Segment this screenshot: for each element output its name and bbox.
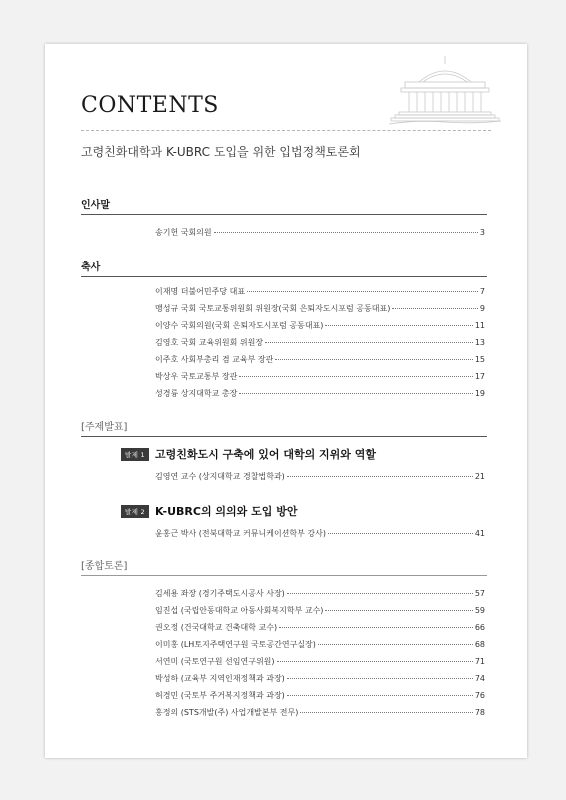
- toc-entry-page: 3: [479, 228, 485, 237]
- toc-entry-text: 성경륭 상지대학교 총장: [155, 389, 238, 398]
- toc-entry[interactable]: [155, 622, 485, 634]
- presentation-title: 고령친화도시 구축에 있어 대학의 지위와 역할: [154, 448, 377, 461]
- toc-entry-page: 68: [474, 640, 485, 649]
- toc-entry[interactable]: [155, 605, 485, 617]
- toc-entry[interactable]: [155, 588, 485, 600]
- toc-entry[interactable]: [155, 690, 485, 702]
- toc-entry[interactable]: [155, 639, 485, 651]
- toc-entry-page: 11: [474, 321, 485, 330]
- presentation-badge: 발제 1: [121, 448, 149, 461]
- toc-entry-page: 66: [474, 623, 485, 632]
- leader-dots: [318, 644, 473, 645]
- leader-dots: [392, 308, 478, 309]
- toc-entry[interactable]: [155, 303, 485, 315]
- title-divider: [81, 130, 491, 131]
- toc-entry-text: 박상우 국토교통부 장관: [155, 372, 238, 381]
- leader-dots: [325, 610, 472, 611]
- toc-entry[interactable]: [155, 371, 485, 383]
- toc-entry[interactable]: [155, 354, 485, 366]
- toc-entry-page: 57: [474, 589, 485, 598]
- document-page: [45, 44, 527, 758]
- leader-dots: [247, 291, 478, 292]
- toc-entry-text: 윤홍근 박사 (전북대학교 커뮤니케이션학부 강사): [155, 529, 326, 538]
- toc-entry-page: 9: [479, 304, 485, 313]
- leader-dots: [300, 712, 472, 713]
- leader-dots: [279, 627, 473, 628]
- toc-entry-page: 74: [474, 674, 485, 683]
- toc-entry-page: 78: [474, 708, 485, 717]
- leader-dots: [287, 593, 473, 594]
- toc-entry-page: 41: [474, 529, 485, 538]
- leader-dots: [239, 376, 472, 377]
- toc-entry[interactable]: [155, 227, 485, 239]
- leader-dots: [287, 695, 473, 696]
- presentation-topic-1: [121, 446, 487, 462]
- section-heading-discussion: [종합토론]: [81, 557, 487, 576]
- page-title: CONTENTS: [81, 93, 219, 118]
- toc-entry-text: 이미홍 (LH토지주택연구원 국토공간연구실장): [155, 640, 316, 649]
- toc-entry[interactable]: [155, 388, 485, 400]
- toc-entry-text: 김영연 교수 (상지대학교 경찰법학과): [155, 472, 285, 481]
- section-heading-greeting: 인사말: [81, 196, 487, 215]
- toc-entry[interactable]: [155, 337, 485, 349]
- leader-dots: [214, 232, 478, 233]
- leader-dots: [287, 678, 473, 679]
- leader-dots: [328, 533, 473, 534]
- toc-entry-page: 71: [474, 657, 485, 666]
- toc-entry[interactable]: [155, 528, 485, 540]
- leader-dots: [265, 342, 473, 343]
- toc-entry-text: 이주호 사회부총리 겸 교육부 장관: [155, 355, 274, 364]
- toc-entry[interactable]: [155, 286, 485, 298]
- presentation-badge: 발제 2: [121, 505, 149, 518]
- toc-entry-text: 이재명 더불어민주당 대표: [155, 287, 246, 296]
- toc-entry-text: 임진섭 (국립안동대학교 아동사회복지학부 교수): [155, 606, 324, 615]
- leader-dots: [275, 359, 472, 360]
- toc-entry-page: 7: [479, 287, 485, 296]
- toc-entry-page: 17: [474, 372, 485, 381]
- national-assembly-building-illustration: [385, 48, 505, 128]
- presentation-topic-2: [121, 503, 487, 519]
- toc-entry[interactable]: [155, 471, 485, 483]
- toc-entry-text: 맹성규 국회 국토교통위원회 위원장(국회 은퇴자도시포럼 공동대표): [155, 304, 391, 313]
- toc-entry-text: 허경민 (국토부 주거복지정책과 과장): [155, 691, 285, 700]
- toc-entry[interactable]: [155, 707, 485, 719]
- toc-entry-text: 홍정의 (STS개발(주) 사업개발본부 전무): [155, 708, 299, 717]
- document-subtitle: 고령친화대학과 K-UBRC 도입을 위한 입법정책토론회: [81, 145, 361, 159]
- section-heading-presentations: [주제발표]: [81, 418, 487, 437]
- toc-entry-page: 19: [474, 389, 485, 398]
- toc-entry-text: 김세용 좌장 (경기주택도시공사 사장): [155, 589, 285, 598]
- toc-entry-page: 76: [474, 691, 485, 700]
- toc-entry-page: 21: [474, 472, 485, 481]
- presentation-title: K-UBRC의 의의와 도입 방안: [154, 505, 298, 518]
- toc-entry-text: 권오정 (건국대학교 건축대학 교수): [155, 623, 278, 632]
- leader-dots: [325, 325, 472, 326]
- toc-entry-text: 이양수 국회의원(국회 은퇴자도시포럼 공동대표): [155, 321, 324, 330]
- leader-dots: [287, 476, 473, 477]
- toc-entry-page: 59: [474, 606, 485, 615]
- toc-entry-text: 서연미 (국토연구원 선임연구위원): [155, 657, 275, 666]
- toc-entry-text: 송기헌 국회의원: [155, 228, 212, 237]
- leader-dots: [239, 393, 472, 394]
- toc-entry-text: 김영호 국회 교육위원회 위원장: [155, 338, 264, 347]
- toc-entry[interactable]: [155, 656, 485, 668]
- toc-entry-text: 박성하 (교육부 지역인재정책과 과장): [155, 674, 285, 683]
- toc-entry[interactable]: [155, 673, 485, 685]
- section-heading-congrats: 축사: [81, 258, 487, 277]
- toc-entry[interactable]: [155, 320, 485, 332]
- toc-entry-page: 15: [474, 355, 485, 364]
- toc-entry-page: 13: [474, 338, 485, 347]
- leader-dots: [277, 661, 473, 662]
